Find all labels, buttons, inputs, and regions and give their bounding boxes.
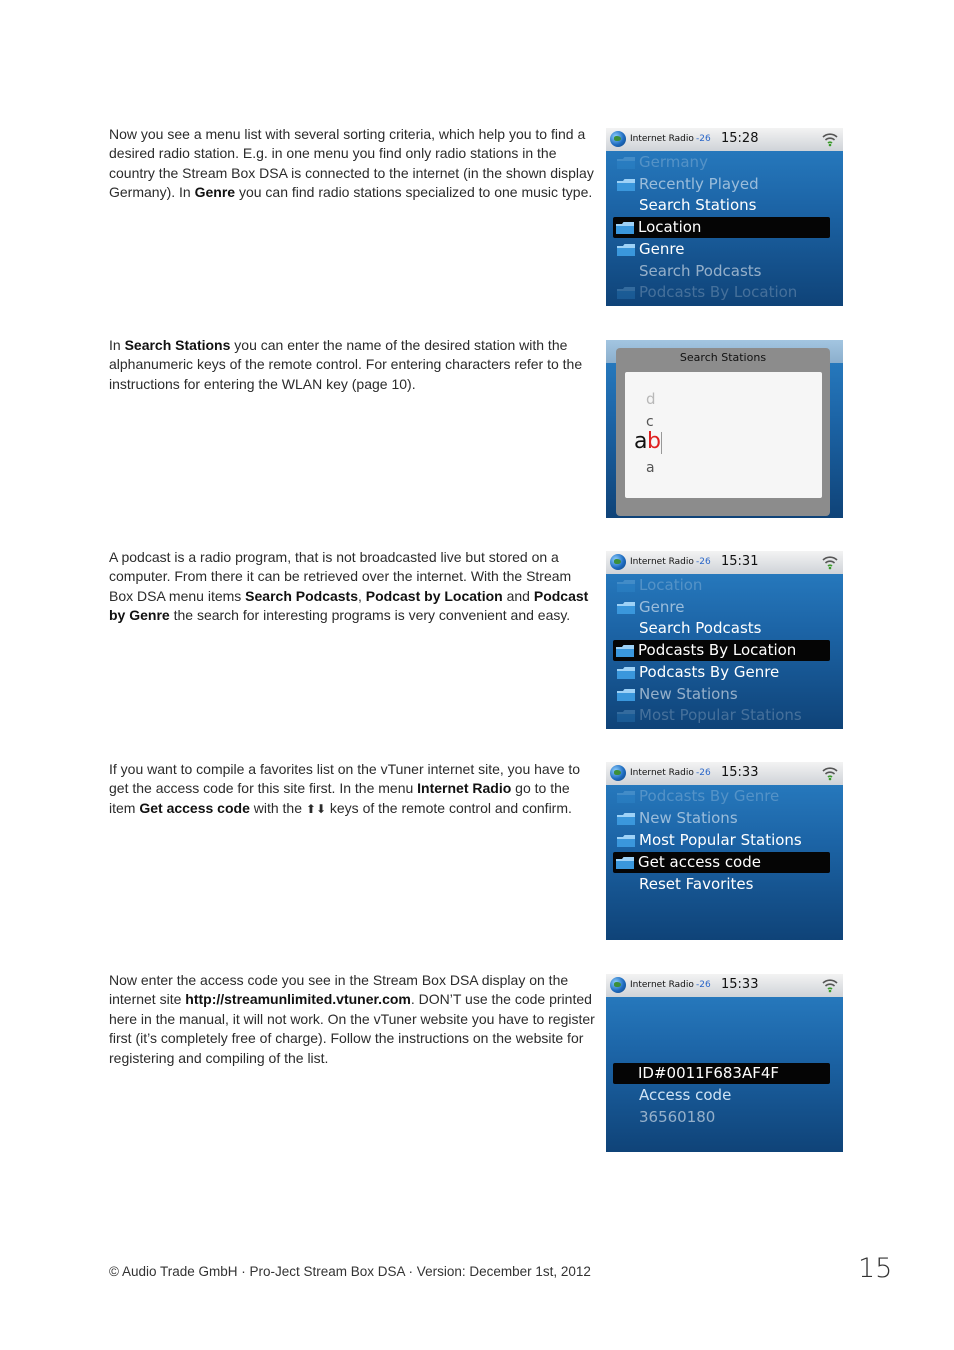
menu-item-label: Search Podcasts	[639, 262, 762, 280]
menu-item-label: Podcasts By Genre	[639, 787, 780, 805]
signal-value: -26	[696, 557, 711, 567]
menu-item-label: Recently Played	[639, 175, 759, 193]
text: you can enter the name of the desired station with the alphanumeric keys of the remote control. For entering characters refer to the instructions for entering the WLAN key (page 10).	[109, 337, 583, 392]
folder-icon	[617, 179, 635, 191]
folder-icon	[617, 602, 635, 614]
menu-item-label: Location	[639, 576, 703, 594]
menu-item[interactable]	[614, 261, 830, 282]
menu-item-label: Search Stations	[639, 196, 757, 214]
access-code-number: 36560180	[639, 1108, 716, 1126]
menu-item[interactable]	[614, 684, 830, 705]
menu-item[interactable]	[614, 597, 830, 618]
folder-icon	[617, 689, 635, 701]
folder-icon	[617, 813, 635, 825]
folder-icon	[617, 710, 635, 722]
status-title: Internet Radio	[630, 980, 694, 990]
display-screen-2	[606, 340, 843, 518]
device-id-label: ID#0011F683AF4F	[638, 1064, 780, 1082]
text: the search for interesting programs is very convenient and easy.	[169, 607, 571, 624]
folder-icon	[616, 857, 634, 869]
display-screen-4	[606, 762, 843, 940]
page-number: 15	[858, 1253, 893, 1284]
access-code-label	[614, 1085, 830, 1106]
menu-item-label: New Stations	[639, 809, 738, 827]
text: go to the item	[109, 780, 570, 816]
access-code-title: Access code	[639, 1086, 732, 1104]
current-char: b	[647, 429, 661, 454]
menu-item[interactable]	[614, 239, 830, 260]
menu-item-label: Location	[638, 218, 702, 236]
folder-icon	[616, 222, 634, 234]
footer-copyright: © Audio Trade GmbH · Pro-Ject Stream Box DSA · Version: December 1st, 2012	[109, 1264, 591, 1279]
signal-value: -26	[696, 980, 711, 990]
menu-item-selected[interactable]	[613, 217, 830, 238]
char-option: c	[646, 414, 654, 430]
wifi-icon	[821, 131, 839, 147]
menu-item[interactable]	[614, 174, 830, 195]
folder-icon	[617, 835, 635, 847]
menu-item[interactable]	[614, 195, 830, 216]
text: In	[109, 337, 125, 353]
paragraph-access-code	[109, 760, 599, 819]
device-id	[613, 1063, 830, 1084]
globe-icon	[610, 765, 626, 781]
menu-item-label: Genre	[639, 598, 685, 616]
menu-item-label: Podcasts By Location	[639, 283, 798, 301]
status-title: Internet Radio	[630, 557, 694, 567]
wifi-icon	[821, 765, 839, 781]
text: . DON’T use the code printed here in the manual, it will not work. On the vTuner website you have to register first (it’s completely free of charge). Follow the instructions on the website for registering and compiling of the list.	[109, 991, 595, 1066]
arrow-keys-icon: ⬆⬇	[305, 801, 326, 816]
bold-term: Genre	[194, 184, 236, 201]
website-link[interactable]: http://streamunlimited.vtuner.com	[185, 991, 411, 1008]
bold-term: Get access code	[139, 799, 250, 816]
menu-item[interactable]	[614, 618, 830, 639]
menu-item[interactable]	[614, 662, 830, 683]
char-option: d	[646, 390, 656, 408]
menu-item[interactable]	[614, 830, 830, 851]
folder-icon	[617, 791, 635, 803]
folder-icon	[617, 157, 635, 169]
display-screen-3	[606, 551, 843, 729]
status-title: Internet Radio	[630, 134, 694, 144]
text: If you want to compile a favorites list on the vTuner internet site, you have to get the access code for this site first. In the menu	[109, 761, 581, 797]
display-screen-5	[606, 974, 843, 1152]
text-cursor	[661, 432, 662, 454]
paragraph-podcasts	[109, 548, 599, 626]
status-time: 15:31	[721, 554, 759, 569]
menu-item-label: Podcasts By Location	[638, 641, 797, 659]
text: you can find radio stations specialized to one music type.	[235, 184, 593, 201]
menu-item-label: Genre	[639, 240, 685, 258]
menu-item[interactable]	[614, 152, 830, 173]
status-time: 15:28	[721, 131, 759, 146]
dialog-title: Search Stations	[679, 351, 767, 364]
status-title: Internet Radio	[630, 768, 694, 778]
globe-icon	[610, 131, 626, 147]
status-time: 15:33	[721, 765, 759, 780]
folder-icon	[617, 580, 635, 592]
menu-item-label: Reset Favorites	[639, 875, 754, 893]
status-bar	[606, 128, 843, 151]
globe-icon	[610, 554, 626, 570]
bold-term: Internet Radio	[417, 780, 512, 797]
folder-icon	[616, 645, 634, 657]
folder-icon	[617, 244, 635, 256]
menu-item-selected[interactable]	[613, 640, 830, 661]
menu-item-label: Search Podcasts	[639, 619, 762, 637]
paragraph-search-stations	[109, 336, 599, 394]
menu-item-label: Most Popular Stations	[639, 706, 802, 724]
menu-item[interactable]	[614, 874, 830, 895]
wifi-icon	[821, 554, 839, 570]
menu-item-label: Germany	[639, 153, 708, 171]
wifi-icon	[821, 977, 839, 993]
menu-item-label: Get access code	[638, 853, 761, 871]
status-time: 15:33	[721, 977, 759, 992]
globe-icon	[610, 977, 626, 993]
folder-icon	[617, 667, 635, 679]
char-option: a	[646, 460, 655, 476]
text: and	[502, 587, 534, 604]
text: Now you see a menu list with several sorting criteria, which help you to find a desired radio station. E.g. in one menu you find only radio stations in the country the Stream Box DSA is connected to the internet (in the shown display Germany). In	[109, 126, 594, 201]
paragraph-menu-list	[109, 125, 599, 203]
folder-icon	[617, 287, 635, 299]
text: ,	[358, 587, 366, 604]
signal-value: -26	[696, 134, 711, 144]
status-bar	[606, 974, 843, 997]
menu-item-label: New Stations	[639, 685, 738, 703]
status-bar	[606, 762, 843, 785]
bold-term: Search Podcasts	[245, 587, 359, 604]
access-code-value	[614, 1107, 830, 1128]
menu-item-label: Most Popular Stations	[639, 831, 802, 849]
menu-item[interactable]	[614, 705, 830, 726]
text: A podcast is a radio program, that is not broadcasted live but stored on a computer. From there it can be retrieved over the internet. With the Stream Box DSA menu items	[109, 549, 572, 604]
menu-item-selected[interactable]	[613, 852, 830, 873]
paragraph-vtuner-site	[109, 971, 599, 1068]
dialog-input-panel[interactable]	[625, 372, 822, 498]
menu-item[interactable]	[614, 808, 830, 829]
bold-term: Search Stations	[124, 337, 231, 353]
display-screen-1	[606, 128, 843, 306]
menu-item[interactable]	[614, 282, 830, 303]
bold-term: Podcast by Location	[365, 587, 503, 604]
menu-item[interactable]	[614, 575, 830, 596]
signal-value: -26	[696, 768, 711, 778]
status-bar	[606, 551, 843, 574]
text: Now enter the access code you see in the Stream Box DSA display on the internet site	[109, 972, 569, 1008]
entered-char: a	[634, 429, 648, 454]
bold-term: Podcast by Genre	[109, 587, 589, 624]
text: with the	[249, 799, 306, 816]
text: keys of the remote control and confirm.	[326, 799, 572, 816]
menu-item-label: Podcasts By Genre	[639, 663, 780, 681]
menu-item[interactable]	[614, 786, 830, 807]
